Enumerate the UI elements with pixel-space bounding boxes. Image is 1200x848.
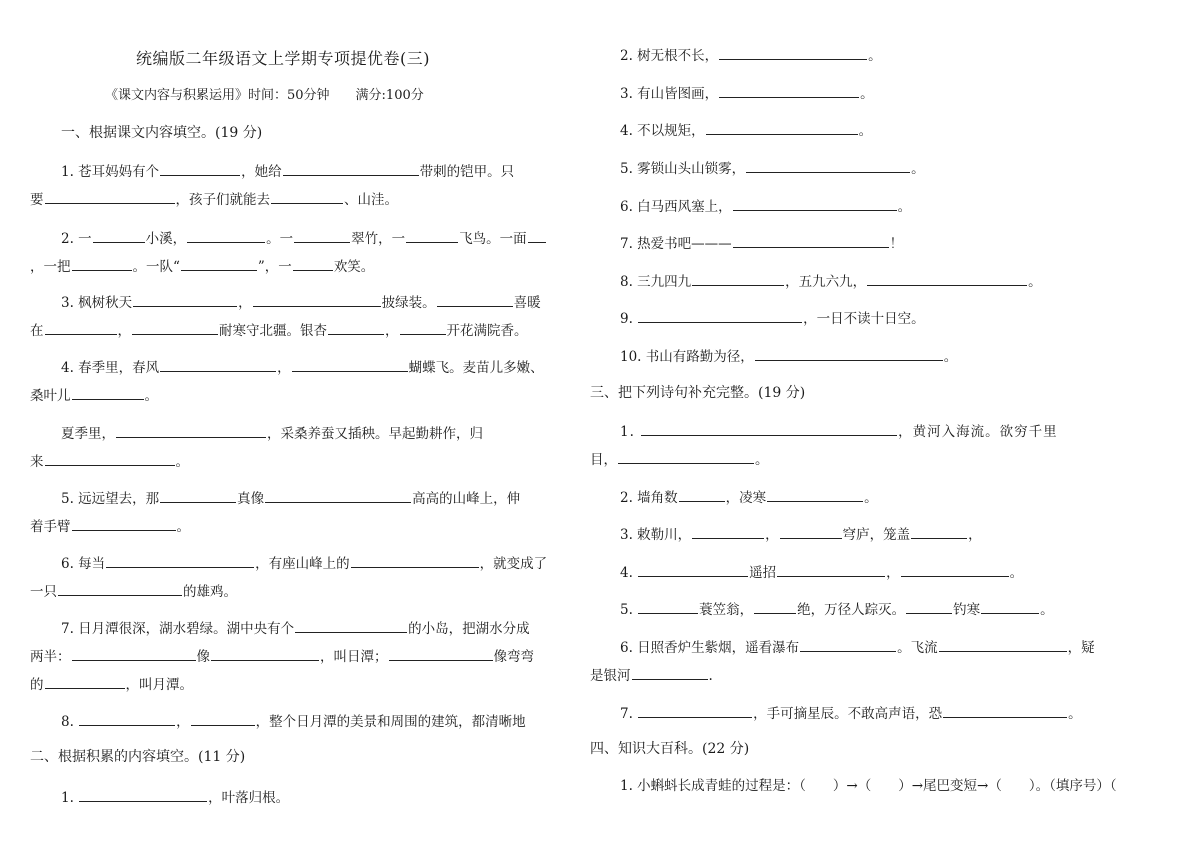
idiom-7: 7. 热爱书吧——— ！	[620, 233, 903, 253]
poem-1-line-2: 目， 。	[590, 449, 769, 469]
question-3-line-2: 在 ， 耐寒守北疆。银杏 ， 开花满院香。	[30, 320, 528, 340]
answer-blank[interactable]	[400, 320, 446, 335]
poem-7: 7. ，手可摘星辰。不敢高声语，恐 。	[620, 703, 1082, 723]
question-2-line-2: ，一把 。一队“ ”，一 欢笑。	[30, 256, 374, 276]
question-5-line-1: 5. 远远望去，那 真像 高高的山峰上，伸	[61, 488, 520, 508]
idiom-6: 6. 白马西风塞上， 。	[620, 196, 911, 216]
section-4-heading: 四、知识大百科。(22 分)	[590, 741, 750, 757]
poem-6-line-2: 是银河 .	[590, 665, 713, 685]
answer-blank[interactable]	[638, 308, 802, 323]
answer-blank[interactable]	[767, 487, 863, 502]
answer-blank[interactable]	[632, 665, 708, 680]
answer-blank[interactable]	[283, 161, 419, 176]
idiom-5: 5. 雾锁山头山锁雾， 。	[620, 158, 925, 178]
answer-blank[interactable]	[389, 646, 493, 661]
answer-blank[interactable]	[939, 637, 1067, 652]
answer-blank[interactable]	[72, 256, 132, 271]
answer-blank[interactable]	[72, 385, 144, 400]
answer-blank[interactable]	[106, 553, 254, 568]
page-title: 统编版二年级语文上学期专项提优卷(三)	[136, 49, 430, 68]
idiom-10: 10. 书山有路勤为径， 。	[620, 346, 957, 366]
answer-blank[interactable]	[187, 228, 265, 243]
answer-blank[interactable]	[181, 256, 257, 271]
page-subtitle: 《课文内容与积累运用》时间：50分钟 满分:100分	[105, 88, 424, 103]
answer-blank[interactable]	[943, 703, 1067, 718]
answer-blank[interactable]	[45, 674, 125, 689]
question-6-line-2: 一只 的雄鸡。	[30, 581, 237, 601]
answer-blank[interactable]	[733, 196, 897, 211]
poem-2: 2. 墙角数 ，凌寒 。	[620, 487, 878, 507]
question-4-line-4: 来 。	[30, 451, 189, 471]
question-3-line-1: 3. 枫树秋天 ， 披绿装。 喜暖	[61, 292, 541, 312]
answer-blank[interactable]	[777, 562, 885, 577]
answer-blank[interactable]	[132, 320, 218, 335]
poem-4: 4. 遥招 ， 。	[620, 562, 1023, 582]
answer-blank[interactable]	[780, 524, 842, 539]
question-6-line-1: 6. 每当 ，有座山峰上的 ，就变成了	[61, 553, 547, 573]
question-4-line-1: 4. 春季里，春风 ， 蝴蝶飞。麦苗儿多嫩、	[61, 357, 544, 377]
poem-6-line-1: 6. 日照香炉生紫烟，遥看瀑布 。飞流 ，疑	[620, 637, 1095, 657]
answer-blank[interactable]	[719, 45, 867, 60]
idiom-3: 3. 有山皆图画， 。	[620, 83, 874, 103]
answer-blank[interactable]	[800, 637, 896, 652]
answer-blank[interactable]	[719, 83, 859, 98]
answer-blank[interactable]	[901, 562, 1009, 577]
answer-blank[interactable]	[292, 357, 408, 372]
answer-blank[interactable]	[755, 346, 943, 361]
idiom-4: 4. 不以规矩， 。	[620, 120, 872, 140]
answer-blank[interactable]	[706, 120, 858, 135]
answer-blank[interactable]	[93, 228, 145, 243]
answer-blank[interactable]	[981, 599, 1039, 614]
answer-blank[interactable]	[911, 524, 967, 539]
answer-blank[interactable]	[328, 320, 384, 335]
idiom-8: 8. 三九四九 ，五九六九， 。	[620, 271, 1042, 291]
question-1-line-2: 要 ，孩子们就能去 、山洼。	[30, 189, 398, 209]
section-2-question-1: 1. ，叶落归根。	[61, 787, 289, 807]
question-7-line-1: 7. 日月潭很深，湖水碧绿。湖中央有个 的小岛，把湖水分成	[61, 618, 530, 638]
answer-blank[interactable]	[692, 271, 784, 286]
answer-blank[interactable]	[295, 618, 407, 633]
answer-blank[interactable]	[265, 488, 411, 503]
answer-blank[interactable]	[867, 271, 1027, 286]
answer-blank[interactable]	[618, 449, 754, 464]
answer-blank[interactable]	[271, 189, 343, 204]
answer-blank[interactable]	[160, 357, 276, 372]
answer-blank[interactable]	[754, 599, 796, 614]
answer-blank[interactable]	[679, 487, 725, 502]
answer-blank[interactable]	[733, 233, 889, 248]
question-1-line-1: 1. 苍耳妈妈有个 ，她给 带刺的铠甲。只	[61, 161, 514, 181]
answer-blank[interactable]	[191, 711, 255, 726]
question-7-line-2: 两半： 像 ，叫日潭； 像弯弯	[30, 646, 534, 666]
idiom-9: 9. ，一日不读十日空。	[620, 308, 925, 328]
answer-blank[interactable]	[641, 421, 897, 436]
question-7-line-3: 的 ，叫月潭。	[30, 674, 193, 694]
answer-blank[interactable]	[746, 158, 910, 173]
answer-blank[interactable]	[45, 320, 117, 335]
answer-blank[interactable]	[133, 292, 237, 307]
answer-blank[interactable]	[72, 516, 176, 531]
answer-blank[interactable]	[58, 581, 182, 596]
question-4-line-2: 桑叶儿 。	[30, 385, 158, 405]
section-2-heading: 二、根据积累的内容填空。(11 分)	[30, 749, 246, 765]
answer-blank[interactable]	[906, 599, 952, 614]
answer-blank[interactable]	[351, 553, 479, 568]
answer-blank[interactable]	[72, 646, 196, 661]
poem-5: 5. 蓑笠翁， 绝，万径人踪灭。 钓寒 。	[620, 599, 1054, 619]
question-2-line-1: 2. 一 小溪， 。一 翠竹，一 飞鸟。一面	[61, 228, 547, 248]
answer-blank[interactable]	[211, 646, 319, 661]
section-3-heading: 三、把下列诗句补充完整。(19 分)	[590, 385, 806, 401]
section-1-heading: 一、根据课文内容填空。(19 分)	[61, 125, 263, 141]
answer-blank[interactable]	[692, 524, 764, 539]
answer-blank[interactable]	[160, 161, 240, 176]
answer-blank[interactable]	[253, 292, 381, 307]
answer-blank[interactable]	[160, 488, 236, 503]
answer-blank[interactable]	[79, 711, 175, 726]
knowledge-question-1: 1. 小蝌蚪长成青蛙的过程是：（ ）→（ ）→尾巴变短→（ ）。（填序号）（	[620, 778, 1117, 794]
question-4-line-3: 夏季里， ，采桑养蚕又插秧。早起勤耕作，归	[61, 423, 483, 443]
answer-blank[interactable]	[437, 292, 513, 307]
answer-blank[interactable]	[116, 423, 266, 438]
answer-blank[interactable]	[638, 599, 698, 614]
poem-3: 3. 敕勒川， ， 穹庐，笼盖 ，	[620, 524, 982, 544]
poem-1-line-1: 1. ，黄河入海流。欲穷千里	[620, 421, 1058, 441]
answer-blank[interactable]	[293, 256, 333, 271]
answer-blank[interactable]	[45, 189, 175, 204]
answer-blank[interactable]	[79, 787, 207, 802]
answer-blank[interactable]	[638, 562, 748, 577]
idiom-2: 2. 树无根不长， 。	[620, 45, 882, 65]
answer-blank[interactable]	[528, 228, 546, 243]
question-5-line-2: 着手臂 。	[30, 516, 190, 536]
question-8-line-1: 8. ， ，整个日月潭的美景和周围的建筑，都清晰地	[61, 711, 526, 731]
answer-blank[interactable]	[638, 703, 752, 718]
answer-blank[interactable]	[45, 451, 175, 466]
answer-blank[interactable]	[406, 228, 458, 243]
answer-blank[interactable]	[294, 228, 350, 243]
